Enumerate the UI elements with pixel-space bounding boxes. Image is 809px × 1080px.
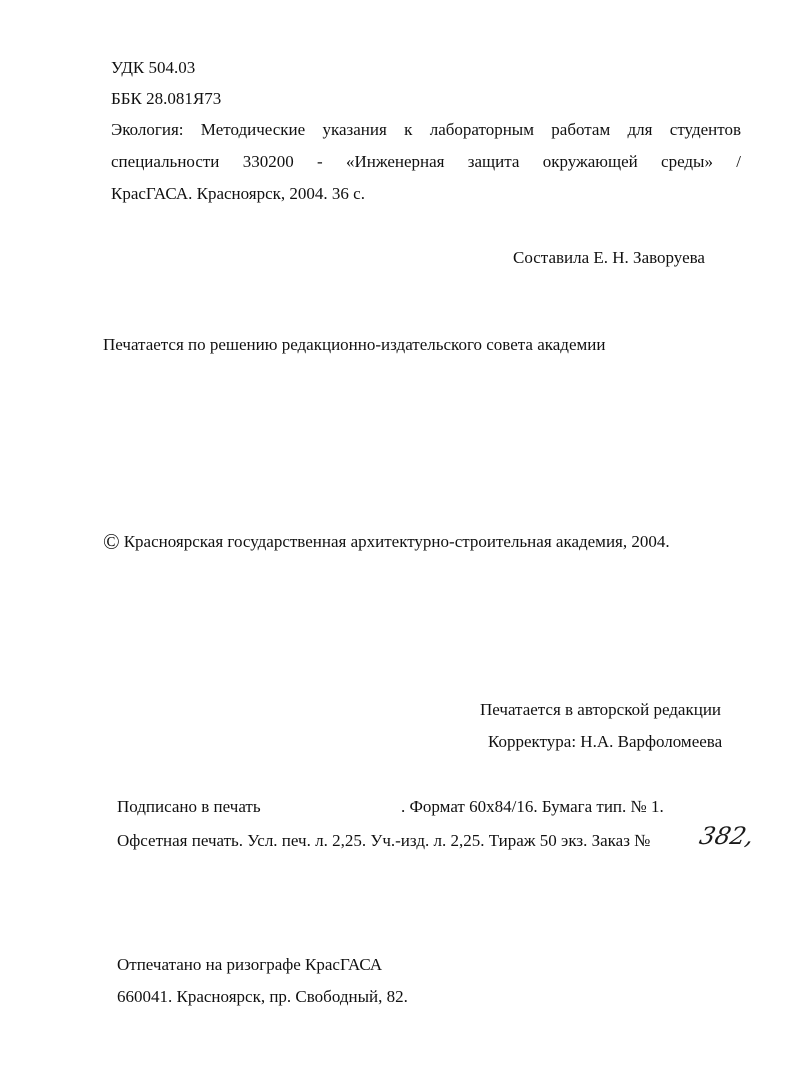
address: 660041. Красноярск, пр. Свободный, 82. (117, 987, 408, 1006)
copyright-text: Красноярская государственная архитектурно-строительная академия, 2004. (123, 532, 670, 551)
format-info: . Формат 60х84/16. Бумага тип. № 1. (401, 797, 664, 816)
print-details: Офсетная печать. Усл. печ. л. 2,25. Уч.-изд. л. 2,25. Тираж 50 экз. Заказ № (117, 831, 651, 850)
copyright-notice (103, 529, 670, 554)
signed-for-print-label: Подписано в печать (117, 797, 261, 816)
compiler-credit: Составила Е. Н. Заворуева (513, 248, 705, 267)
printed-at: Отпечатано на ризографе КрасГАСА (117, 955, 383, 974)
udk-code: УДК 504.03 (111, 58, 196, 77)
citation-line-1: Экология: Методические указания к лабораторным работам для студентов (111, 120, 741, 139)
handwritten-order-number: 382, (697, 822, 757, 850)
copyright-symbol: © (103, 529, 120, 554)
citation-line-3: КрасГАСА. Красноярск, 2004. 36 с. (111, 184, 365, 203)
edition-note: Печатается в авторской редакции (480, 700, 722, 719)
citation-line-2: специальности 330200 - «Инженерная защита окружающей среды» / (111, 152, 741, 171)
proofreading-credit: Корректура: Н.А. Варфоломеева (488, 732, 723, 751)
bbk-code: ББК 28.081Я73 (111, 89, 222, 108)
approval-note: Печатается по решению редакционно-издательского совета академии (103, 335, 606, 354)
